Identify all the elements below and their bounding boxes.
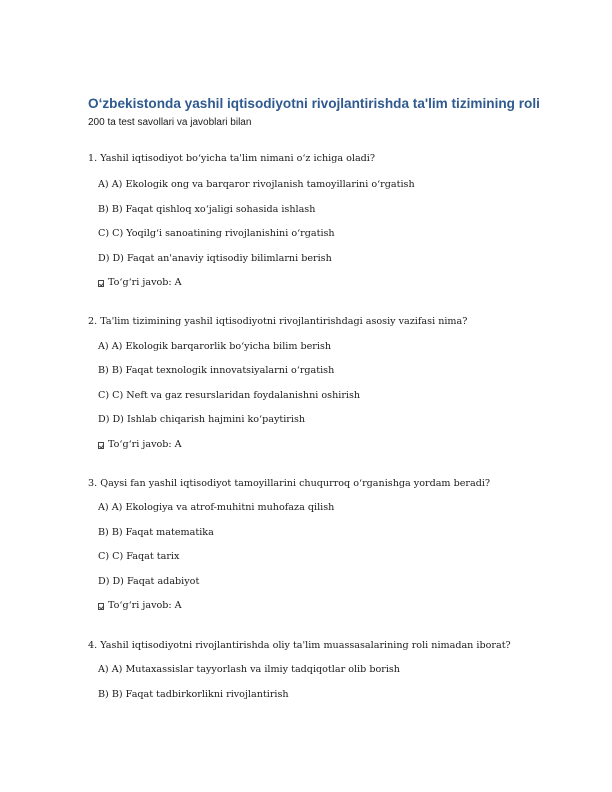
question-1: 1. Yashil iqtisodiyot bo‘yicha ta'lim nimani o‘z ichiga oladi? (88, 153, 376, 164)
question-1-answer (98, 277, 182, 289)
question-2-option-a: A) A) Ekologik barqarorlik bo‘yicha bilim berish (98, 341, 332, 352)
question-1-option-b: B) B) Faqat qishloq xo‘jaligi sohasida ishlash (98, 204, 316, 215)
question-3-option-d: D) D) Faqat adabiyot (98, 576, 200, 587)
question-3-option-c: C) C) Faqat tarix (98, 551, 180, 562)
question-3-answer (98, 600, 182, 612)
question-4-option-b: B) B) Faqat tadbirkorlikni rivojlantirish (98, 689, 289, 700)
question-3-option-b: B) B) Faqat matematika (98, 527, 214, 538)
question-3: 3. Qaysi fan yashil iqtisodiyot tamoyillarini chuqurroq o‘rganishga yordam beradi? (88, 478, 491, 489)
checkbox-icon (98, 280, 104, 287)
question-4-option-a: A) A) Mutaxassislar tayyorlash va ilmiy tadqiqotlar olib borish (98, 664, 400, 675)
question-1-answer-text: To‘g‘ri javob: A (108, 277, 182, 288)
question-4: 4. Yashil iqtisodiyotni rivojlantirishda oliy ta'lim muassasalarining roli nimadan iborat? (88, 640, 511, 651)
document-subtitle: 200 ta test savollari va javoblari bilan (88, 117, 252, 128)
question-2-answer-text: To‘g‘ri javob: A (108, 439, 182, 450)
question-3-option-a: A) A) Ekologiya va atrof-muhitni muhofaza qilish (98, 502, 335, 513)
question-2-option-d: D) D) Ishlab chiqarish hajmini ko‘paytirish (98, 414, 306, 425)
question-1-option-a: A) A) Ekologik ong va barqaror rivojlanish tamoyillarini o‘rgatish (98, 179, 415, 190)
question-2-answer (98, 439, 182, 451)
question-2-option-b: B) B) Faqat texnologik innovatsiyalarni o‘rgatish (98, 365, 335, 376)
question-3-answer-text: To‘g‘ri javob: A (108, 600, 182, 611)
document-title: O‘zbekistonda yashil iqtisodiyotni rivojlantirishda ta'lim tizimining roli (88, 96, 540, 111)
question-2-option-c: C) C) Neft va gaz resurslaridan foydalanishni oshirish (98, 390, 361, 401)
question-1-option-d: D) D) Faqat an'anaviy iqtisodiy bilimlarni berish (98, 253, 332, 264)
checkbox-icon (98, 442, 104, 449)
question-1-option-c: C) C) Yoqilg‘i sanoatining rivojlanishini o‘rgatish (98, 228, 335, 239)
question-2: 2. Ta'lim tizimining yashil iqtisodiyotni rivojlantirishdagi asosiy vazifasi nima? (88, 316, 468, 327)
checkbox-icon (98, 603, 104, 610)
